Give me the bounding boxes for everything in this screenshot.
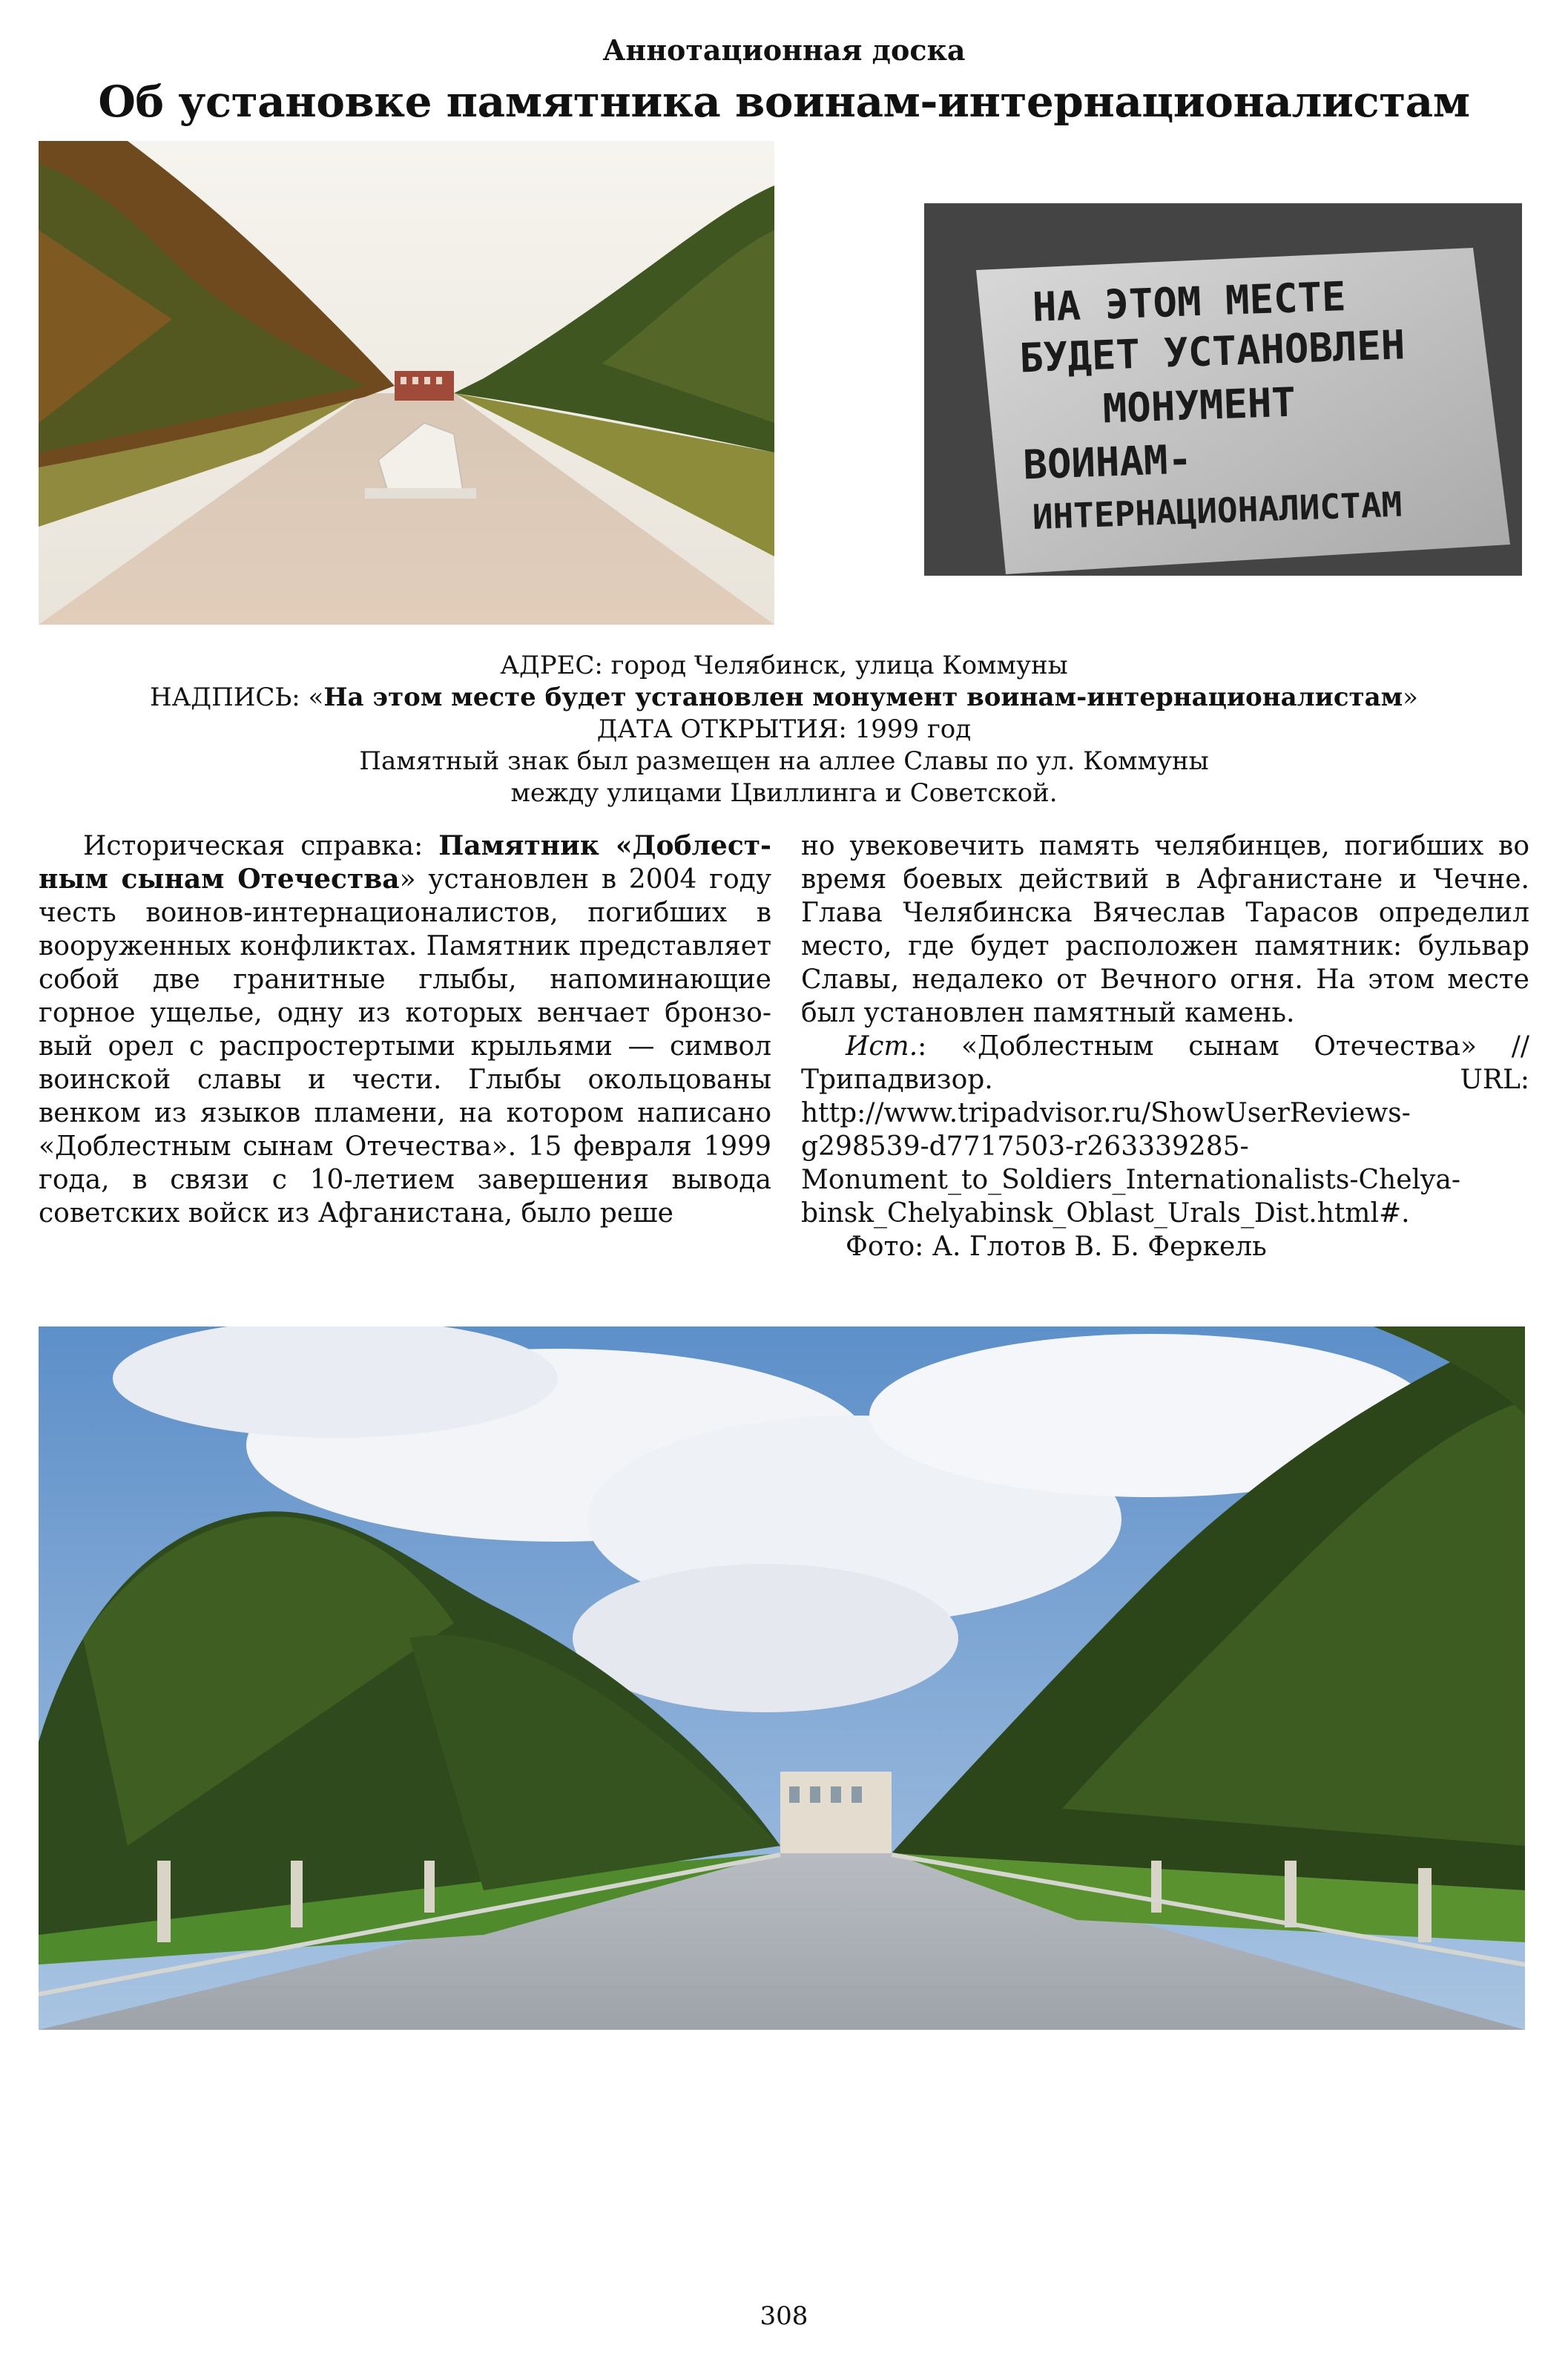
article-column-left bbox=[39, 829, 771, 1230]
stone-line-3: МОНУМЕНТ bbox=[1101, 378, 1297, 433]
location-line-2: между улицами Цвиллинга и Советской. bbox=[510, 778, 1058, 808]
inscription-label: НАДПИСЬ: « bbox=[150, 683, 324, 712]
inscription-close: » bbox=[1403, 683, 1418, 712]
stone-line-2: БУДЕТ УСТАНОВЛЕН bbox=[1018, 321, 1406, 382]
source-paragraph bbox=[801, 1030, 1529, 1230]
article-column-right bbox=[801, 829, 1529, 1263]
intro-bold: Памятник «Доблестным сынам Отечества bbox=[39, 830, 771, 895]
stone-line-5: ИНТЕРНАЦИОНАЛИСТАМ bbox=[1031, 484, 1403, 537]
address-line: АДРЕС: город Челябинск, улица Коммуны bbox=[500, 651, 1068, 680]
location-line-1: Памятный знак был размещен на аллее Славы по ул. Коммуны bbox=[359, 746, 1209, 776]
document-subtitle: Аннотационная доска bbox=[602, 33, 966, 67]
opening-date-line: ДАТА ОТКРЫТИЯ: 1999 год bbox=[596, 714, 972, 744]
info-block bbox=[74, 650, 1494, 809]
intro-label: Историческая справка: bbox=[83, 831, 439, 861]
alley-photo-historic bbox=[39, 141, 774, 625]
article-paragraph bbox=[39, 829, 771, 1230]
photo-credit: Фото: А. Глотов В. Б. Феркель bbox=[846, 1232, 1267, 1262]
stone-line-1: НА ЭТОМ МЕСТЕ bbox=[1031, 273, 1347, 331]
paragraph-1-rest: » установлен в 2004 году честь воинов-интернационалистов, погибших в вооруженных конфликтах. Памятник представляет собой две гранитные глыбы, напоминающие горное ущелье, одну из которых венчает бронзовый орел с распростертыми крыльями — символ воинской славы и чести. Глыбы окольцованы венком из языков пламени, на котором написано «Доблестным сынам Отечества». 15 февраля 1999 года, в связи с 10-летием завершения вывода советских войск из Афганистана, было реше bbox=[39, 864, 771, 1229]
alley-photo-modern bbox=[39, 1326, 1525, 2030]
stone-line-4: ВОИНАМ- bbox=[1022, 435, 1193, 489]
document-title: Об установке памятника воинам-интернационалистам bbox=[98, 76, 1470, 127]
inscription-line bbox=[74, 682, 1494, 714]
source-label: Ист. bbox=[846, 1031, 918, 1062]
inscription-stone-photo bbox=[924, 203, 1522, 576]
source-text: : «Доблестным сынам Отечества» // Трипадвизор. URL: http://www.tripadvisor.ru/ShowUserReviews-g298539-d7717503-r263339285-Monument_to_Soldiers_Internationalists-Chelyabinsk_Chelyabinsk_Oblast_Urals_Dist.html#. bbox=[801, 1031, 1529, 1229]
article-paragraph-continued: но увековечить память челябинцев, погибших во время боевых действий в Афганистане и Чечне. Глава Челябинска Вячеслав Тарасов определил место, где будет расположен памятник: бульвар Славы, недалеко от Вечного огня. На этом месте был установлен памятный камень. bbox=[801, 831, 1529, 1028]
inscription-text: На этом месте будет установлен монумент воинам-интернационалистам bbox=[323, 683, 1403, 712]
page-number: 308 bbox=[760, 2301, 808, 2331]
